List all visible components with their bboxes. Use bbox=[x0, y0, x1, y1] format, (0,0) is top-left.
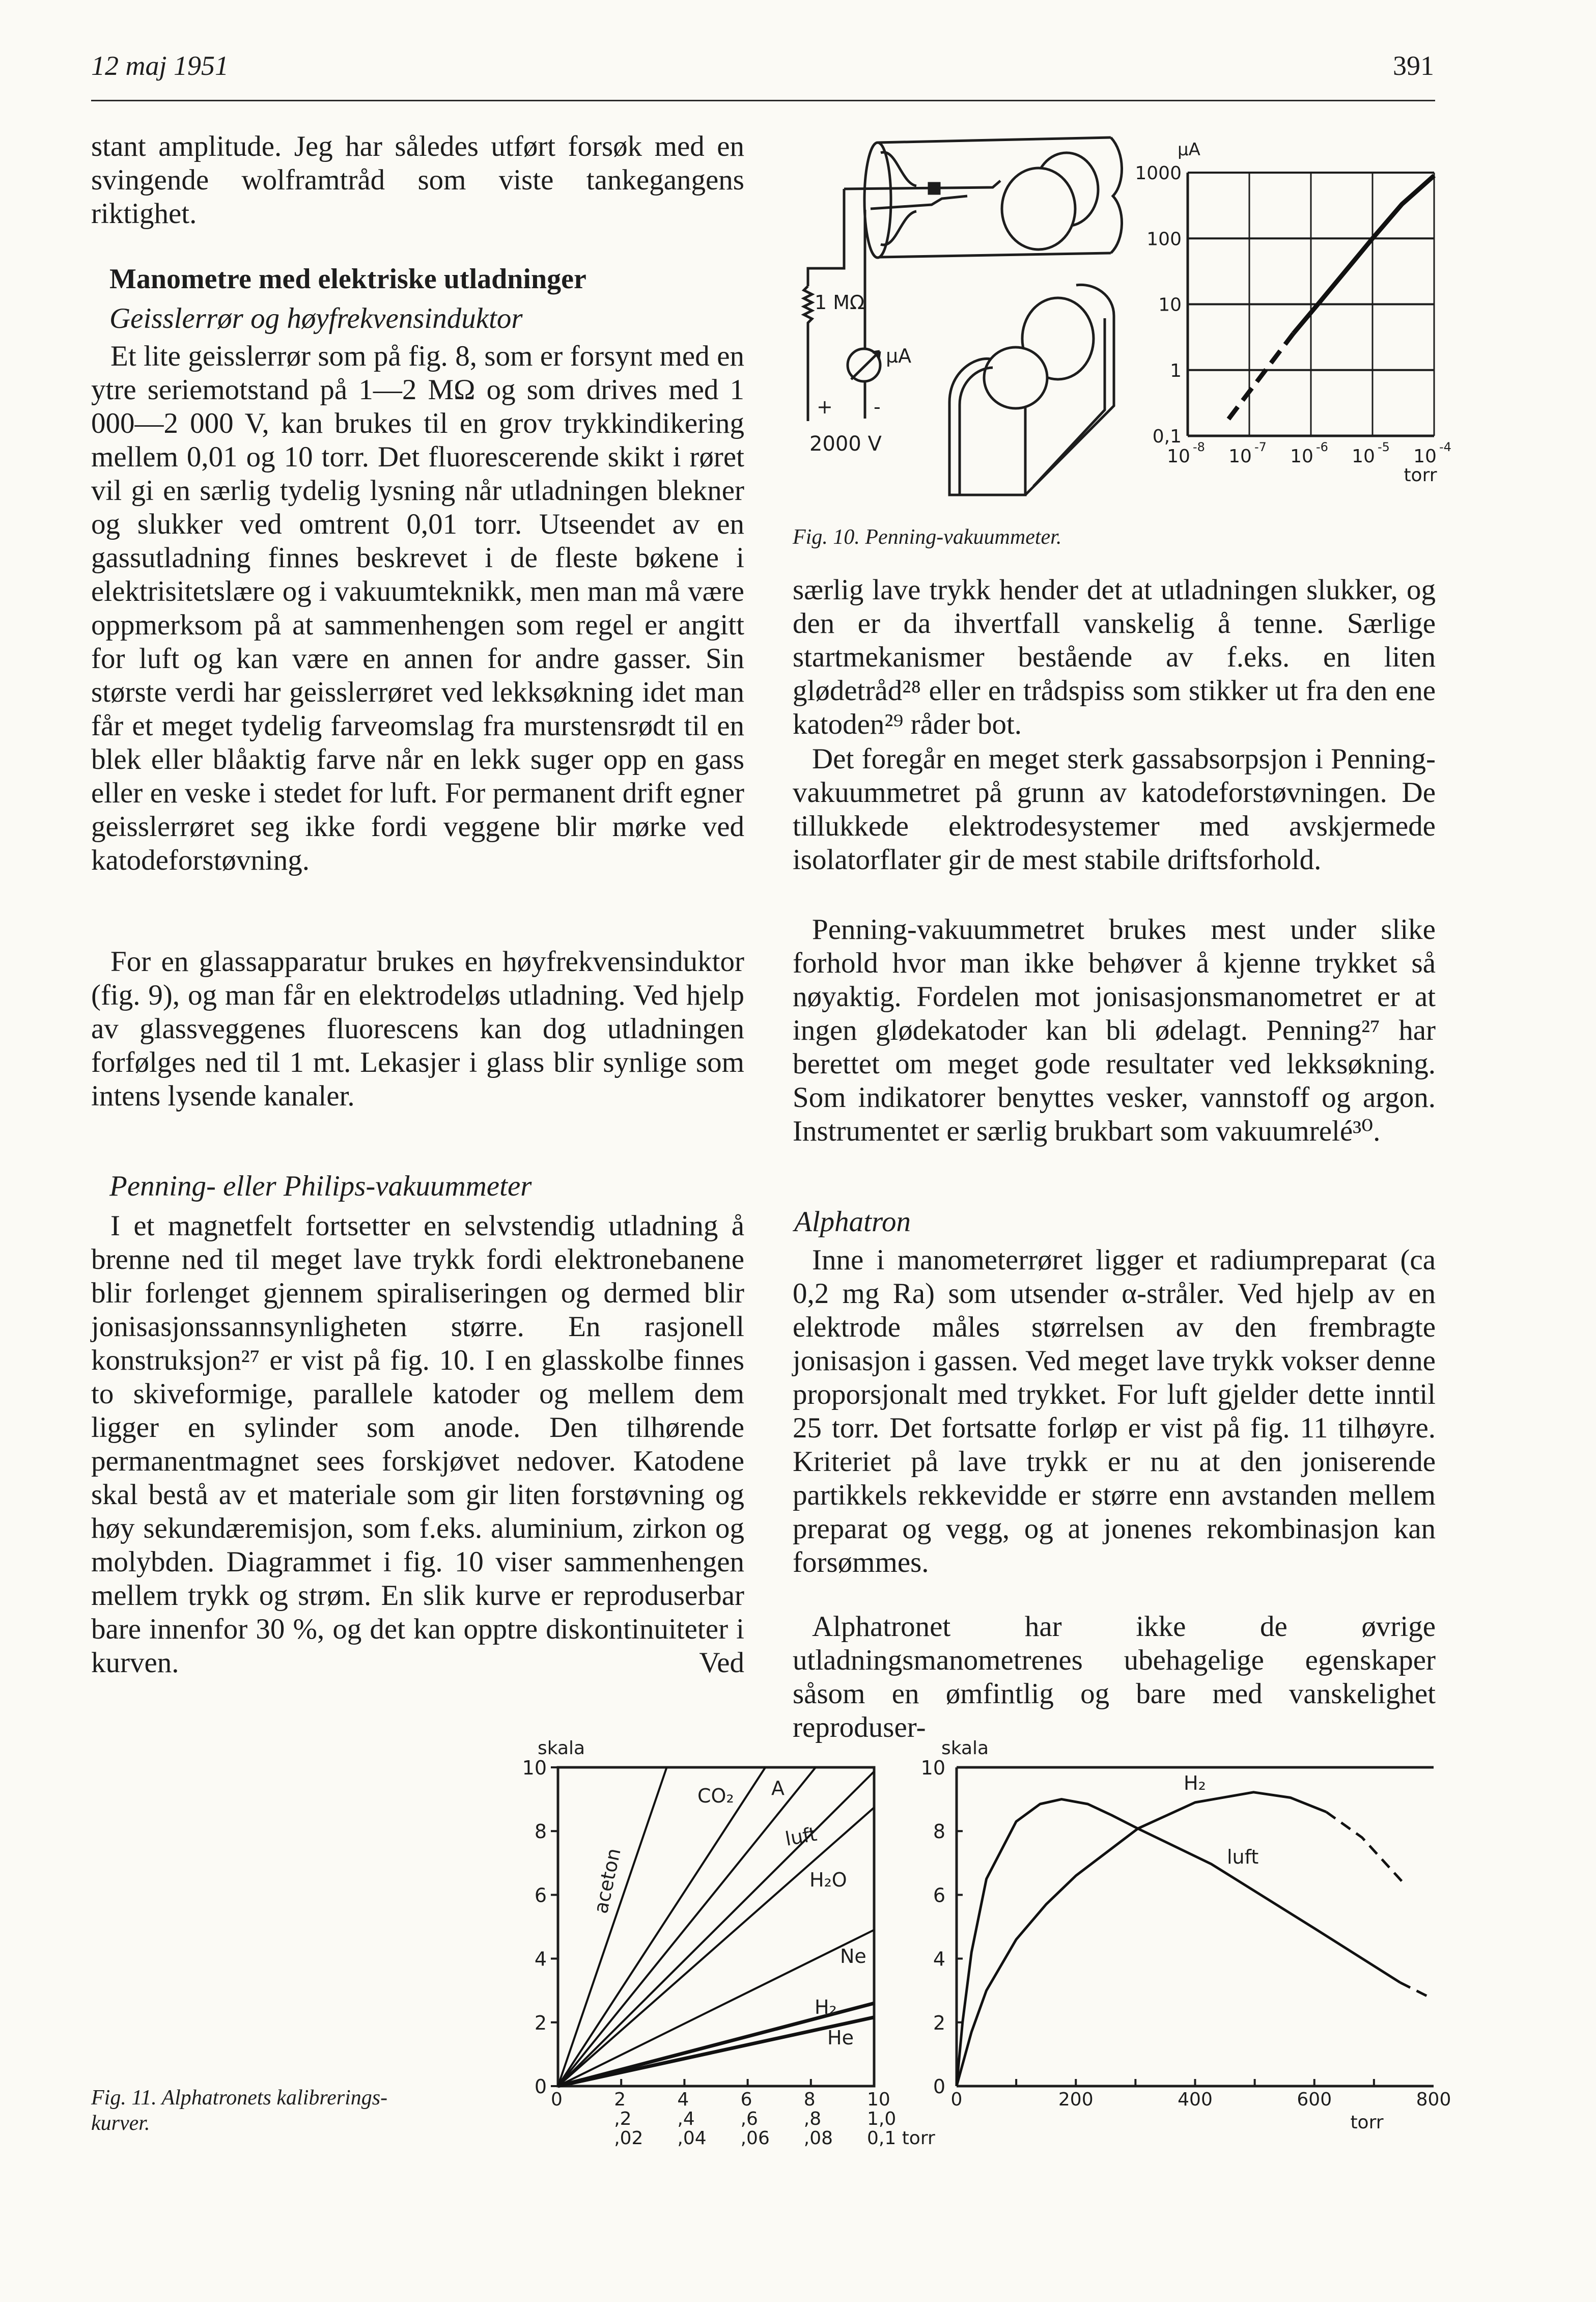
series-label: luft bbox=[1227, 1846, 1259, 1868]
x-tick-label: 0,1 torr bbox=[867, 2128, 935, 2149]
figure-10-caption: Fig. 10. Penning-vakuummeter. bbox=[793, 525, 1062, 549]
curve-measured bbox=[1294, 176, 1434, 334]
y-tick-label: 0 bbox=[933, 2075, 945, 2098]
paragraph: Inne i manometerrøret ligger et radiumpreparat (ca 0,2 mg Ra) som utsender α-stråler. Ved hjelp av en elektrode måles størrelsen av den frembragte jonisasjon i gassen. Ved meget lave trykk vokser denne proporsjonalt med trykket. For luft gjelder dette inntil 25 torr. Det fortsatte forløp er vist på fig. 11 tilhøyre. Kriteriet på lave trykk er nu at den joniserende partikkels rekkevidde er større enn avstanden mellem preparat og vegg, og at jonenes rekombinasjon kan forsømmes. bbox=[793, 1244, 1436, 1578]
x-tick-label: 200 bbox=[1058, 2089, 1094, 2110]
fig11-left-chart bbox=[522, 1738, 935, 2149]
y-tick-label: 8 bbox=[933, 1820, 945, 1843]
caption-line: Fig. 11. Alphatronets kalibrerings- bbox=[91, 2086, 388, 2110]
x-tick-label: 8 bbox=[803, 2089, 816, 2110]
section-heading: Manometre med elektriske utladninger bbox=[109, 263, 586, 295]
plus-label: + bbox=[817, 396, 833, 418]
paragraph: Alphatronet har ikke de øvrige utladningsmanometrenes ubehagelige egenskaper såsom en ømfintlig og bare med vanskelighet reproduser- bbox=[793, 1611, 1436, 1743]
y-tick-label: 10 bbox=[920, 1757, 945, 1779]
x-tick-label: 400 bbox=[1178, 2089, 1213, 2110]
microammeter-icon bbox=[848, 349, 880, 381]
x-tick-label: 10 bbox=[1167, 446, 1190, 467]
y-tick-label: 10 bbox=[522, 1757, 547, 1779]
x-tick-label: 10 bbox=[1352, 446, 1375, 467]
x-tick-exponent: -6 bbox=[1316, 440, 1328, 454]
y-tick-label: 2 bbox=[933, 2011, 945, 2034]
y-tick-label: 8 bbox=[534, 1820, 547, 1843]
series-label: A bbox=[771, 1777, 785, 1799]
x-tick-label: 6 bbox=[740, 2089, 752, 2110]
x-tick-label: 10 bbox=[1290, 446, 1313, 467]
paragraph: Det foregår en meget sterk gassabsorpsjon i Penning-vakuummetret på grunn av katodeforstøvningen. De tillukkede elektrodesystemer med avskjermede isolatorflater gir de mest stabile driftsforhold. bbox=[793, 743, 1436, 876]
anode-electrode bbox=[844, 181, 1000, 209]
x-tick-label: 4 bbox=[677, 2089, 689, 2110]
y-tick-label: 2 bbox=[534, 2011, 547, 2034]
y-tick-label: 4 bbox=[933, 1948, 945, 1971]
series-label: He bbox=[827, 2027, 854, 2049]
x-tick-label: 0 bbox=[551, 2089, 563, 2110]
x-tick-label: ,2 bbox=[614, 2109, 632, 2129]
series-label: CO₂ bbox=[697, 1785, 734, 1807]
caption-line: kurver. bbox=[91, 2112, 150, 2135]
y-tick-label: 0,1 bbox=[1152, 426, 1182, 447]
x-tick-label: ,6 bbox=[740, 2109, 758, 2129]
x-tick-label: 10 bbox=[1228, 446, 1252, 467]
x-axis-label: torr bbox=[1404, 465, 1437, 486]
subsection-heading: Penning- eller Philips-vakuummeter bbox=[109, 1170, 532, 1202]
voltage-label: 2000 V bbox=[809, 432, 882, 456]
minus-label: - bbox=[874, 396, 881, 418]
x-tick-exponent: -5 bbox=[1378, 440, 1390, 454]
y-tick-label: 0 bbox=[534, 2075, 547, 2098]
x-tick-exponent: -4 bbox=[1439, 440, 1451, 454]
paragraph: stant amplitude. Jeg har således utført forsøk med en svingende wolframtråd som viste tankegangens riktighet. bbox=[91, 130, 744, 230]
x-tick-exponent: -8 bbox=[1193, 440, 1205, 454]
meter-label: µA bbox=[886, 345, 912, 367]
y-axis-label: skala bbox=[538, 1738, 585, 1759]
subsection-heading: Alphatron bbox=[794, 1206, 911, 1238]
paragraph: For en glassapparatur brukes en høyfrekvensinduktor (fig. 9), og man får en elektrodeløs utladning. Ved hjelp av glassveggenes fluorescens kan dog utladningen forfølges ned til 1 mt. Lekasjer i glass blir synlige som intens lysende kanaler. bbox=[91, 946, 744, 1112]
paragraph: I et magnetfelt fortsetter en selvstendig utladning å brenne ned til meget lave trykk fordi elektronebanene blir forlenget gjennem spiraliseringen og dermed blir jonisasjonssannsynligheten større. En rasjonell konstruksjon²⁷ er vist på fig. 10. I en glasskolbe finnes to skiveformige, parallele katoder og mellem dem ligger en sylinder som anode. Den tilhørende permanentmagnet sees forskjøvet nedover. Katodene skal bestå av et materiale som gir liten forstøvning og høy sekundæremisjon, som f.eks. aluminium, zirkon og molybden. Diagrammet i fig. 10 viser sammenhengen mellem trykk og strøm. En slik kurve er reproduserbar bare innenfor 30 %, og det kan opptre diskontinuiteter i kurven. Ved bbox=[91, 1210, 744, 1679]
series-label: aceton bbox=[589, 1846, 625, 1916]
curve-dashed-0 bbox=[1400, 1983, 1431, 1998]
running-header-date: 12 maj 1951 bbox=[91, 50, 229, 81]
curve-extrapolated bbox=[1228, 334, 1293, 419]
permanent-magnet bbox=[949, 285, 1114, 495]
curve-solid-1 bbox=[957, 1792, 1326, 2086]
y-tick-label: 100 bbox=[1146, 229, 1182, 250]
x-tick-label: 2 bbox=[614, 2089, 626, 2110]
x-tick-label: 800 bbox=[1416, 2089, 1451, 2110]
x-tick-exponent: -7 bbox=[1254, 440, 1267, 454]
x-tick-label: 10 bbox=[1413, 446, 1437, 467]
calibration-line-3 bbox=[558, 1771, 874, 2086]
x-tick-label: ,8 bbox=[803, 2109, 822, 2129]
page-number: 391 bbox=[1393, 50, 1434, 81]
series-label: H₂O bbox=[809, 1869, 847, 1891]
series-label: luft bbox=[783, 1822, 819, 1850]
curve-dashed-1 bbox=[1326, 1812, 1406, 1886]
series-label: Ne bbox=[840, 1945, 866, 1967]
series-label: H₂ bbox=[815, 1996, 837, 2018]
y-axis-label: skala bbox=[941, 1738, 989, 1759]
y-tick-label: 10 bbox=[1158, 294, 1182, 316]
x-tick-label: ,02 bbox=[614, 2128, 643, 2149]
x-tick-label: 1,0 bbox=[867, 2109, 897, 2129]
fig10-log-chart bbox=[1135, 140, 1451, 486]
paragraph: Penning-vakuummetret brukes mest under slike forhold hvor man ikke behøver å kjenne trykket så nøyaktig. Fordelen mot jonisasjonsmanometret er at ingen glødekatoder kan bli ødelagt. Penning²⁷ har berettet om meget gode resultater ved lekksøkning. Som indikatorer benyttes vesker, vannstoff og argon. Instrumentet er særlig brukbart som vakuumrelé³⁰. bbox=[793, 913, 1436, 1147]
series-label: H₂ bbox=[1184, 1772, 1206, 1794]
y-tick-label: 1000 bbox=[1135, 163, 1182, 184]
y-tick-label: 6 bbox=[933, 1884, 945, 1907]
x-tick-label: 10 bbox=[867, 2089, 890, 2110]
paragraph: særlig lave trykk hender det at utladningen slukker, og den er da ihvertfall vanskelig å tenne. Særlige startmekanismer bestående av f.eks. en liten glødetråd²⁸ eller en trådspiss som stikker ut fra den ene katoden²⁹ råder bot. bbox=[793, 574, 1436, 740]
x-tick-label: ,04 bbox=[677, 2128, 707, 2149]
x-tick-label: ,08 bbox=[803, 2128, 833, 2149]
glass-cylinder bbox=[864, 137, 1122, 258]
x-axis-label: torr bbox=[1350, 2112, 1384, 2133]
x-tick-label: ,06 bbox=[740, 2128, 770, 2149]
paragraph: Et lite geisslerrør som på fig. 8, som er forsynt med en ytre seriemotstand på 1—2 MΩ og som drives med 1 000—2 000 V, kan brukes til en grov trykkindikering mellem 0,01 og 10 torr. Det fluorescerende skikt i røret vil gi en særlig tydelig lysning når utladningen blekner og slukker ved omtrent 0,01 torr. Utseendet av en gassutladning finnes beskrevet i de fleste bøkene i elektrisitetslære og i vakuumteknikk, men man må være oppmerksom på at sammenhengen som regel er angitt for luft og kan være en annen for andre gasser. Sin største verdi har geisslerrøret ved lekksøkning idet man får et meget tydelig farveomslag fra murstensrødt til en blek eller blåaktig farve når en lekk suger opp en gass eller en veske i stedet for luft. For permanent drift egner geisslerrøret seg ikke fordi veggene blir mørke ved katodeforstøvning. bbox=[91, 340, 744, 876]
y-tick-label: 1 bbox=[1170, 360, 1182, 381]
x-tick-label: ,4 bbox=[677, 2109, 695, 2129]
x-tick-label: 600 bbox=[1297, 2089, 1332, 2110]
curve-solid-0 bbox=[957, 1799, 1400, 2086]
y-tick-label: 6 bbox=[534, 1884, 547, 1907]
resistor-label: 1 MΩ bbox=[815, 291, 865, 314]
subsection-heading: Geisslerrør og høyfrekvensinduktor bbox=[109, 302, 523, 335]
y-axis-label: µA bbox=[1178, 140, 1200, 160]
cathode-disc-front bbox=[1002, 168, 1075, 249]
y-tick-label: 4 bbox=[534, 1948, 547, 1971]
x-tick-label: 0 bbox=[950, 2089, 963, 2110]
fig11-right-chart bbox=[921, 1738, 1451, 2133]
